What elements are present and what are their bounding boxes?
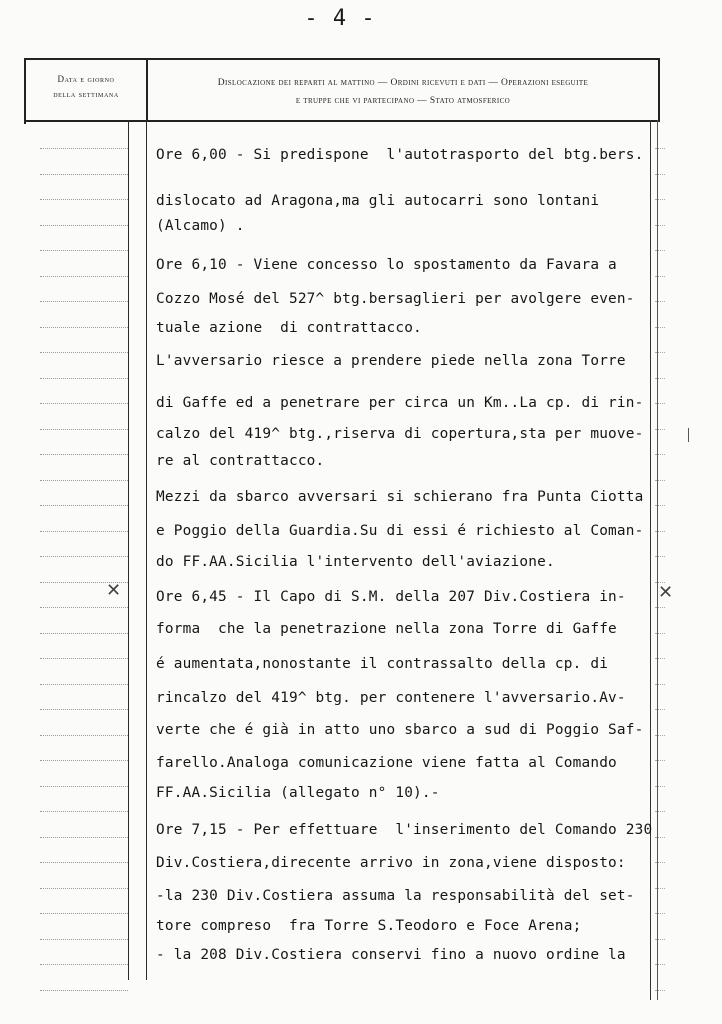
header-column-divider [146,58,148,122]
ruled-line [40,735,128,736]
text-line: rincalzo del 419^ btg. per contenere l'avversario.Av- [156,690,626,706]
header-right-border [658,58,660,122]
right-margin-line-inner [657,120,658,1000]
ruled-line-right [655,786,665,787]
text-line: FF.AA.Sicilia (allegato n° 10).- [156,785,440,801]
ruled-line [40,276,128,277]
page-number: - 4 - [304,6,376,31]
ruled-line-right [655,250,665,251]
ruled-line [40,862,128,863]
ruled-line [40,403,128,404]
text-line: Mezzi da sbarco avversari si schierano fra Punta Ciotta [156,489,644,505]
text-line: tore compreso fra Torre S.Teodoro e Foce Arena; [156,918,582,934]
ruled-line-right [655,633,665,634]
body-column-line [146,120,147,980]
top-border [24,58,660,60]
text-line: - la 208 Div.Costiera conservi fino a nuovo ordine la [156,947,626,963]
ruled-line-right [655,505,665,506]
ruled-line [40,199,128,200]
text-line: é aumentata,nonostante il contrassalto della cp. di [156,656,609,672]
ruled-line [40,684,128,685]
ruled-line-right [655,480,665,481]
ruled-line-right [655,276,665,277]
ruled-line-right [655,148,665,149]
ruled-line-right [655,658,665,659]
left-margin-cross-mark-icon: ✕ [106,580,122,601]
ruled-line-right [655,301,665,302]
header-description-line2: e truppe che vi partecipano — Stato atmosferico [295,96,511,106]
text-line: re al contrattacco. [156,453,325,469]
text-line: forma che la penetrazione nella zona Torre di Gaffe [156,621,617,637]
text-line: e Poggio della Guardia.Su di essi é richiesto al Coman- [156,523,644,539]
ruled-line-right [655,454,665,455]
ruled-line-right [655,913,665,914]
ruled-line-right [655,837,665,838]
header-bottom-border [24,120,660,122]
ruled-line [40,939,128,940]
ruled-line-right [655,939,665,940]
text-line: -la 230 Div.Costiera assuma la responsabilità del set- [156,888,635,904]
ruled-line-right [655,556,665,557]
ruled-line-right [655,990,665,991]
text-line: Ore 6,10 - Viene concesso lo spostamento da Favara a [156,257,617,273]
ruled-line-right [655,225,665,226]
ruled-line [40,837,128,838]
ruled-line [40,148,128,149]
ruled-line [40,327,128,328]
text-line: do FF.AA.Sicilia l'intervento dell'aviazione. [156,554,555,570]
text-line: tuale azione di contrattacco. [156,320,422,336]
ruled-line [40,888,128,889]
ruled-line [40,505,128,506]
ruled-line [40,250,128,251]
ruled-line [40,964,128,965]
text-line: L'avversario riesce a prendere piede nella zona Torre [156,353,626,369]
ruled-line-right [655,607,665,608]
ruled-line-right [655,327,665,328]
ruled-line-right [655,888,665,889]
header-description-column [150,74,656,110]
right-margin-tick-mark [688,428,689,442]
ruled-line-right [655,811,665,812]
header-date-line1: Data e giorno [57,74,115,84]
ruled-line [40,760,128,761]
text-line: Div.Costiera,direcente arrivo in zona,viene disposto: [156,855,626,871]
ruled-line-right [655,378,665,379]
ruled-line-right [655,429,665,430]
text-line: Ore 6,45 - Il Capo di S.M. della 207 Div.Costiera in- [156,589,626,605]
text-line: (Alcamo) . [156,218,245,234]
ruled-line-right [655,531,665,532]
right-margin-cross-mark-icon: ✕ [658,582,674,603]
text-line: Ore 7,15 - Per effettuare l'inserimento del Comando 230 [156,822,653,838]
ruled-line [40,174,128,175]
ruled-line-right [655,352,665,353]
ruled-line [40,786,128,787]
ruled-line-right [655,735,665,736]
ruled-line-right [655,862,665,863]
ruled-line-right [655,684,665,685]
ruled-line [40,556,128,557]
ruled-line [40,633,128,634]
ruled-line [40,658,128,659]
ruled-line [40,352,128,353]
ruled-line-right [655,964,665,965]
text-line: Cozzo Mosé del 527^ btg.bersaglieri per avolgere even- [156,291,635,307]
text-line: farello.Analoga comunicazione viene fatta al Comando [156,755,617,771]
header-date-line2: della settimana [53,89,119,99]
ruled-line-right [655,403,665,404]
ruled-line [40,480,128,481]
header-date-column [26,72,146,102]
ruled-line [40,811,128,812]
ruled-line-right [655,174,665,175]
ruled-line-right [655,199,665,200]
ruled-line [40,913,128,914]
ruled-line [40,990,128,991]
ruled-line [40,225,128,226]
text-line: di Gaffe ed a penetrare per circa un Km..La cp. di rin- [156,395,644,411]
ruled-line-right [655,709,665,710]
ruled-line [40,607,128,608]
ruled-line [40,301,128,302]
ruled-line [40,429,128,430]
text-line: Ore 6,00 - Si predispone l'autotrasporto del btg.bers. [156,147,644,163]
date-column-line [128,120,129,980]
text-line: verte che é già in atto uno sbarco a sud di Poggio Saf- [156,722,644,738]
ruled-line [40,378,128,379]
ruled-line-right [655,760,665,761]
ruled-line [40,454,128,455]
text-line: dislocato ad Aragona,ma gli autocarri sono lontani [156,193,600,209]
text-line: calzo del 419^ btg.,riserva di copertura,sta per muove- [156,426,644,442]
header-description-line1: Dislocazione dei reparti al mattino — Ordini ricevuti e dati — Operazioni eseguite [217,78,589,88]
ruled-line [40,709,128,710]
ruled-line [40,531,128,532]
